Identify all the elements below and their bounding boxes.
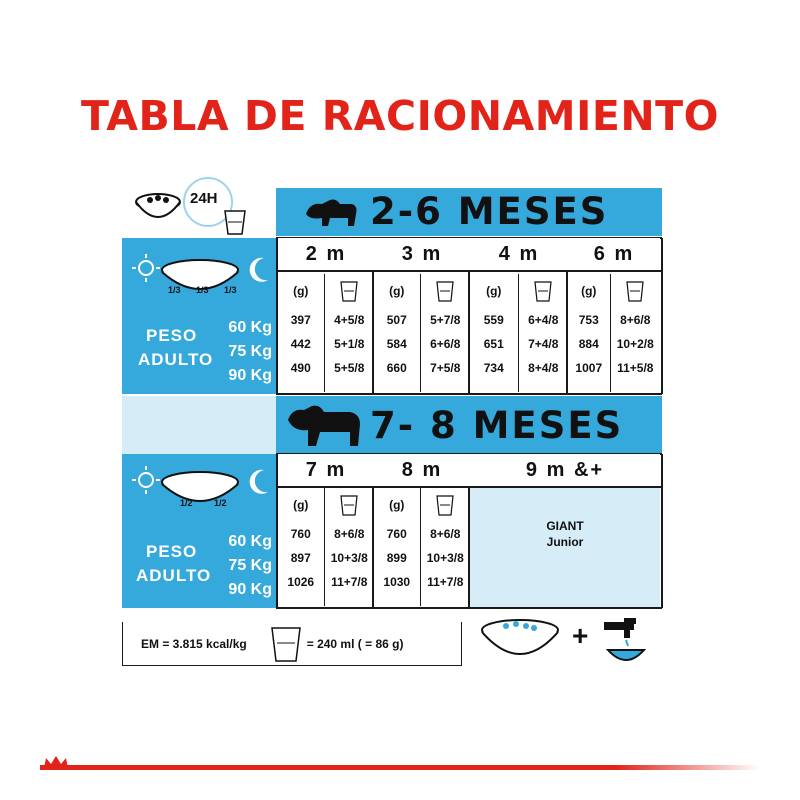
grams: 507 [386, 313, 407, 327]
weights-list [222, 316, 272, 388]
cup-icon [519, 274, 568, 308]
food-bowl-icon [476, 614, 566, 666]
cups: 4+5/8 [334, 313, 365, 327]
sun-bowl-moon-icon [128, 462, 278, 516]
cup-icon [325, 488, 374, 522]
weight-60: 60 Kg [228, 533, 272, 550]
unit-g: (g) [486, 284, 502, 298]
cup-icon [222, 208, 248, 236]
cup-icon [611, 274, 660, 308]
grams: 490 [290, 361, 311, 375]
age-6m: 6 m [568, 238, 660, 270]
section-1-title: 2-6 MESES [370, 190, 609, 233]
grams: 1007 [575, 361, 603, 375]
cups: 8+4/8 [528, 361, 559, 375]
cup-icon [421, 274, 470, 308]
cups: 10+2/8 [616, 337, 654, 351]
grams: 660 [386, 361, 407, 375]
cups: 8+6/8 [620, 313, 651, 327]
adulto-label: ADULTO [138, 350, 214, 369]
weight-60: 60 Kg [228, 319, 272, 336]
column-7m [278, 488, 374, 606]
peso-label: PESO [146, 326, 198, 345]
cups: 10+3/8 [426, 551, 464, 565]
grams: 884 [578, 337, 599, 351]
age-4m: 4 m [470, 238, 568, 270]
unit-g: (g) [581, 284, 597, 298]
cups: 11+7/8 [331, 575, 368, 589]
fraction-2: 1/2 [214, 498, 227, 508]
footer-energy-box [122, 622, 462, 666]
section-2-values [278, 488, 470, 606]
grams: 1030 [383, 575, 411, 589]
column-8m [374, 488, 470, 606]
cup-icon [269, 625, 303, 663]
grams: 753 [578, 313, 599, 327]
cups: 10+3/8 [330, 551, 368, 565]
peso-label: PESO [146, 542, 198, 561]
hours-label: 24H [190, 190, 218, 207]
grams: 760 [290, 527, 311, 541]
unit-g: (g) [389, 284, 405, 298]
section-2-title: 7- 8 MESES [370, 404, 624, 447]
age-8m: 8 m [374, 454, 470, 486]
column-2m [278, 274, 374, 392]
grams: 899 [386, 551, 407, 565]
puppy-icon [300, 192, 364, 232]
age-2m: 2 m [278, 238, 374, 270]
unit-g: (g) [293, 498, 309, 512]
cups: 8+6/8 [430, 527, 461, 541]
weight-90: 90 Kg [228, 367, 272, 384]
column-6m [568, 274, 660, 392]
unit-g: (g) [389, 498, 405, 512]
age-7m: 7 m [278, 454, 374, 486]
age-3m: 3 m [374, 238, 470, 270]
weights-list [222, 530, 272, 602]
grams: 760 [386, 527, 407, 541]
section-2-ages [278, 454, 660, 486]
column-3m [374, 274, 470, 392]
cups: 7+5/8 [430, 361, 461, 375]
age-9m-plus: 9 m &+ [470, 454, 660, 486]
energy-text: EM = 3.815 kcal/kg [141, 636, 247, 651]
dog-icon [284, 402, 366, 450]
cup-equivalence: = 240 ml ( = 86 g) [306, 636, 404, 651]
cups: 6+6/8 [430, 337, 461, 351]
cups: 6+4/8 [528, 313, 559, 327]
page-title: TABLA DE RACIONAMIENTO [81, 92, 719, 140]
giant-junior-text [470, 518, 660, 550]
cups: 5+5/8 [334, 361, 365, 375]
grams: 584 [386, 337, 407, 351]
crown-logo-icon [42, 754, 70, 770]
cups: 7+4/8 [528, 337, 559, 351]
cups: 11+5/8 [617, 361, 654, 375]
fraction-3: 1/3 [224, 285, 237, 295]
cups: 5+7/8 [430, 313, 461, 327]
weight-75: 75 Kg [228, 343, 272, 360]
grams: 397 [290, 313, 311, 327]
cups: 8+6/8 [334, 527, 365, 541]
giant-label: GIANT [546, 519, 584, 533]
adulto-label: ADULTO [136, 566, 212, 585]
fraction-2: 1/3 [196, 285, 209, 295]
section-1-values [278, 274, 660, 392]
plus-sign: + [572, 620, 589, 651]
grams: 442 [290, 337, 311, 351]
unit-g: (g) [293, 284, 309, 298]
cups: 5+1/8 [334, 337, 365, 351]
fraction-1: 1/3 [168, 285, 181, 295]
column-4m [470, 274, 568, 392]
cup-icon [421, 488, 470, 522]
bottom-accent-line [40, 765, 760, 770]
cup-icon [325, 274, 374, 308]
cups: 11+7/8 [427, 575, 464, 589]
fraction-1: 1/2 [180, 498, 193, 508]
section-1-ages [278, 238, 660, 270]
water-tap-icon [598, 616, 646, 668]
grams: 897 [290, 551, 311, 565]
grams: 651 [483, 337, 504, 351]
junior-label: Junior [546, 535, 584, 549]
grams: 734 [483, 361, 504, 375]
weight-90: 90 Kg [228, 581, 272, 598]
grams: 559 [483, 313, 504, 327]
grams: 1026 [287, 575, 315, 589]
weight-75: 75 Kg [228, 557, 272, 574]
